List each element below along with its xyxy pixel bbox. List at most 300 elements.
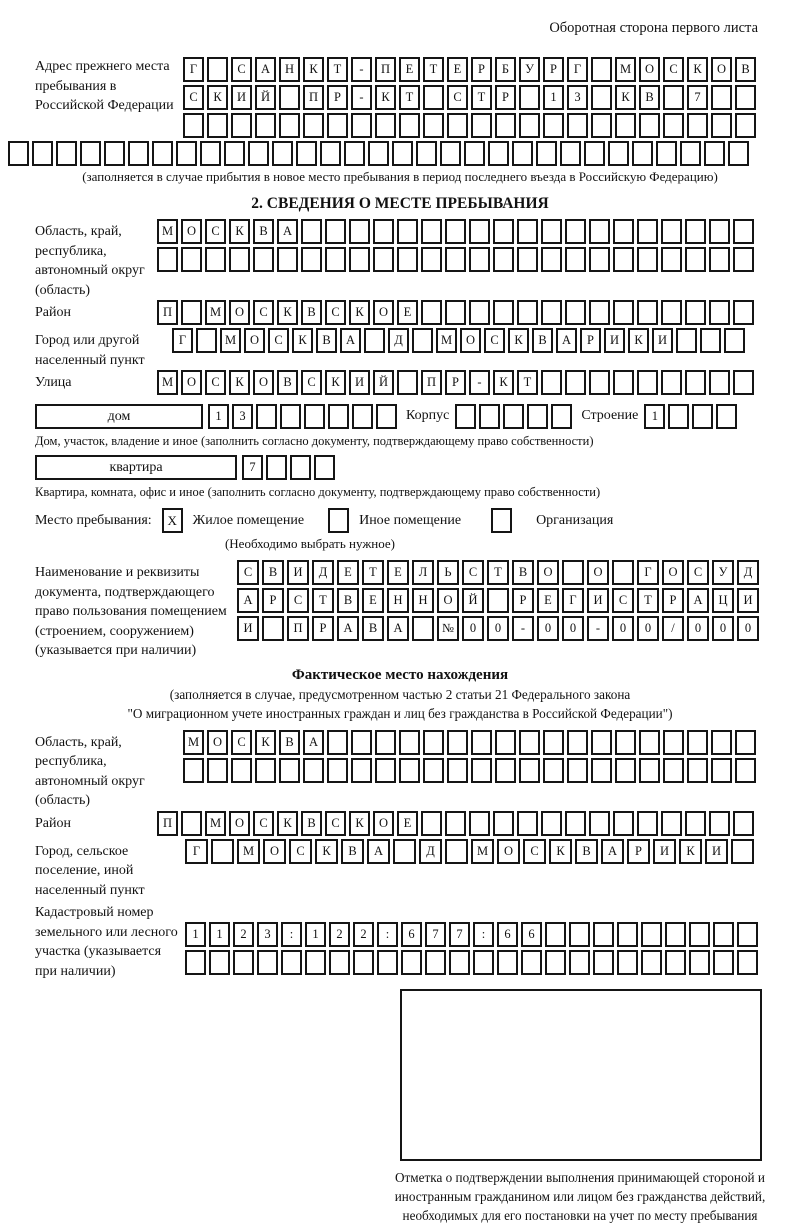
char-box[interactable]: П <box>375 57 396 82</box>
char-box[interactable] <box>716 404 737 429</box>
char-box[interactable]: Й <box>255 85 276 110</box>
char-box[interactable] <box>248 141 269 166</box>
char-box[interactable]: Н <box>387 588 409 613</box>
char-box[interactable]: В <box>316 328 337 353</box>
char-box[interactable] <box>517 247 538 272</box>
char-box[interactable]: В <box>341 839 364 864</box>
char-box[interactable] <box>733 219 754 244</box>
char-box[interactable] <box>320 141 341 166</box>
char-box[interactable]: О <box>587 560 609 585</box>
char-box[interactable] <box>713 950 734 975</box>
char-box[interactable] <box>637 811 658 836</box>
char-box[interactable] <box>735 730 756 755</box>
char-box[interactable] <box>728 141 749 166</box>
char-box[interactable]: 1 <box>543 85 564 110</box>
char-box[interactable]: Т <box>637 588 659 613</box>
char-box[interactable] <box>397 370 418 395</box>
char-box[interactable]: А <box>340 328 361 353</box>
char-box[interactable] <box>8 141 29 166</box>
char-box[interactable] <box>617 922 638 947</box>
char-box[interactable] <box>303 758 324 783</box>
char-box[interactable] <box>637 219 658 244</box>
char-box[interactable]: 6 <box>497 922 518 947</box>
char-box[interactable]: Е <box>387 560 409 585</box>
char-box[interactable] <box>351 730 372 755</box>
char-box[interactable] <box>445 839 468 864</box>
char-box[interactable] <box>663 758 684 783</box>
char-box[interactable]: 0 <box>462 616 484 641</box>
char-box[interactable] <box>536 141 557 166</box>
char-box[interactable]: В <box>512 560 534 585</box>
char-box[interactable] <box>591 730 612 755</box>
char-box[interactable] <box>668 404 689 429</box>
char-box[interactable] <box>519 730 540 755</box>
char-box[interactable]: С <box>301 370 322 395</box>
char-box[interactable]: Т <box>399 85 420 110</box>
char-box[interactable] <box>735 113 756 138</box>
char-box[interactable]: О <box>229 811 250 836</box>
char-box[interactable] <box>543 730 564 755</box>
char-box[interactable] <box>32 141 53 166</box>
char-box[interactable] <box>517 811 538 836</box>
char-box[interactable]: № <box>437 616 459 641</box>
char-box[interactable]: Е <box>537 588 559 613</box>
char-box[interactable]: А <box>556 328 577 353</box>
char-box[interactable]: 6 <box>521 922 542 947</box>
char-box[interactable] <box>565 300 586 325</box>
char-box[interactable] <box>541 247 562 272</box>
char-box[interactable] <box>541 370 562 395</box>
char-box[interactable]: С <box>205 370 226 395</box>
char-box[interactable] <box>543 113 564 138</box>
char-box[interactable]: О <box>373 300 394 325</box>
char-box[interactable]: Т <box>327 57 348 82</box>
char-box[interactable]: Т <box>312 588 334 613</box>
char-box[interactable] <box>375 113 396 138</box>
char-box[interactable]: К <box>303 57 324 82</box>
char-box[interactable]: М <box>615 57 636 82</box>
char-box[interactable] <box>423 113 444 138</box>
char-box[interactable]: О <box>537 560 559 585</box>
char-box[interactable] <box>376 404 397 429</box>
char-box[interactable] <box>328 404 349 429</box>
char-box[interactable] <box>349 219 370 244</box>
char-box[interactable] <box>665 922 686 947</box>
char-box[interactable] <box>397 219 418 244</box>
char-box[interactable]: Г <box>183 57 204 82</box>
char-box[interactable]: Р <box>471 57 492 82</box>
char-box[interactable]: Р <box>580 328 601 353</box>
char-box[interactable] <box>233 950 254 975</box>
char-box[interactable]: Д <box>737 560 759 585</box>
char-box[interactable]: Г <box>185 839 208 864</box>
char-box[interactable]: А <box>303 730 324 755</box>
char-box[interactable] <box>488 141 509 166</box>
char-box[interactable] <box>296 141 317 166</box>
char-box[interactable] <box>440 141 461 166</box>
char-box[interactable]: Г <box>172 328 193 353</box>
char-box[interactable]: М <box>471 839 494 864</box>
char-box[interactable] <box>613 811 634 836</box>
char-box[interactable] <box>377 950 398 975</box>
char-box[interactable]: А <box>277 219 298 244</box>
char-box[interactable] <box>327 758 348 783</box>
char-box[interactable] <box>209 950 230 975</box>
char-box[interactable]: О <box>263 839 286 864</box>
char-box[interactable]: О <box>229 300 250 325</box>
char-box[interactable] <box>737 922 758 947</box>
char-box[interactable]: К <box>292 328 313 353</box>
char-box[interactable]: К <box>508 328 529 353</box>
char-box[interactable]: С <box>289 839 312 864</box>
char-box[interactable] <box>663 85 684 110</box>
char-box[interactable]: 3 <box>232 404 253 429</box>
char-box[interactable]: 3 <box>567 85 588 110</box>
char-box[interactable] <box>567 113 588 138</box>
char-box[interactable] <box>211 839 234 864</box>
char-box[interactable] <box>685 370 706 395</box>
char-box[interactable] <box>303 113 324 138</box>
char-box[interactable]: О <box>639 57 660 82</box>
char-box[interactable] <box>373 219 394 244</box>
char-box[interactable]: К <box>375 85 396 110</box>
char-box[interactable] <box>397 247 418 272</box>
char-box[interactable] <box>266 455 287 480</box>
char-box[interactable] <box>615 758 636 783</box>
char-box[interactable]: К <box>349 811 370 836</box>
char-box[interactable]: А <box>687 588 709 613</box>
char-box[interactable] <box>737 950 758 975</box>
char-box[interactable]: О <box>460 328 481 353</box>
char-box[interactable]: К <box>229 219 250 244</box>
char-box[interactable]: Р <box>662 588 684 613</box>
char-box[interactable]: Д <box>312 560 334 585</box>
char-box[interactable] <box>545 950 566 975</box>
char-box[interactable] <box>617 950 638 975</box>
char-box[interactable] <box>608 141 629 166</box>
char-box[interactable] <box>692 404 713 429</box>
char-box[interactable] <box>519 113 540 138</box>
char-box[interactable] <box>665 950 686 975</box>
char-box[interactable] <box>196 328 217 353</box>
char-box[interactable] <box>495 758 516 783</box>
char-box[interactable]: Е <box>397 811 418 836</box>
char-box[interactable] <box>661 219 682 244</box>
char-box[interactable]: И <box>653 839 676 864</box>
char-box[interactable] <box>305 950 326 975</box>
char-box[interactable] <box>281 950 302 975</box>
char-box[interactable]: 0 <box>612 616 634 641</box>
char-box[interactable] <box>224 141 245 166</box>
char-box[interactable]: 0 <box>687 616 709 641</box>
char-box[interactable]: С <box>663 57 684 82</box>
char-box[interactable]: И <box>349 370 370 395</box>
char-box[interactable]: В <box>253 219 274 244</box>
char-box[interactable]: С <box>612 588 634 613</box>
char-box[interactable]: П <box>287 616 309 641</box>
char-box[interactable]: Б <box>495 57 516 82</box>
char-box[interactable] <box>421 300 442 325</box>
char-box[interactable] <box>279 758 300 783</box>
char-box[interactable] <box>207 113 228 138</box>
char-box[interactable] <box>641 922 662 947</box>
char-box[interactable]: М <box>157 219 178 244</box>
char-box[interactable] <box>471 758 492 783</box>
char-box[interactable]: 6 <box>401 922 422 947</box>
char-box[interactable]: : <box>473 922 494 947</box>
char-box[interactable]: К <box>255 730 276 755</box>
char-box[interactable] <box>713 922 734 947</box>
stay-type-checkbox-other[interactable] <box>328 508 349 533</box>
char-box[interactable] <box>589 811 610 836</box>
char-box[interactable]: Е <box>362 588 384 613</box>
char-box[interactable]: И <box>587 588 609 613</box>
char-box[interactable]: К <box>349 300 370 325</box>
char-box[interactable] <box>613 370 634 395</box>
char-box[interactable] <box>445 811 466 836</box>
char-box[interactable] <box>205 247 226 272</box>
char-box[interactable] <box>445 300 466 325</box>
char-box[interactable] <box>447 113 468 138</box>
char-box[interactable]: Г <box>567 57 588 82</box>
char-box[interactable] <box>471 113 492 138</box>
char-box[interactable] <box>181 811 202 836</box>
char-box[interactable]: В <box>575 839 598 864</box>
char-box[interactable] <box>519 758 540 783</box>
char-box[interactable] <box>639 113 660 138</box>
char-box[interactable] <box>469 247 490 272</box>
char-box[interactable]: Л <box>412 560 434 585</box>
char-box[interactable]: 0 <box>562 616 584 641</box>
char-box[interactable]: 2 <box>329 922 350 947</box>
char-box[interactable] <box>527 404 548 429</box>
char-box[interactable] <box>412 328 433 353</box>
char-box[interactable] <box>301 247 322 272</box>
char-box[interactable] <box>591 758 612 783</box>
char-box[interactable]: 7 <box>425 922 446 947</box>
char-box[interactable] <box>304 404 325 429</box>
char-box[interactable]: Е <box>447 57 468 82</box>
char-box[interactable] <box>351 758 372 783</box>
char-box[interactable] <box>479 404 500 429</box>
char-box[interactable]: Ь <box>437 560 459 585</box>
char-box[interactable]: И <box>604 328 625 353</box>
char-box[interactable]: Г <box>562 588 584 613</box>
char-box[interactable]: С <box>205 219 226 244</box>
char-box[interactable] <box>641 950 662 975</box>
char-box[interactable] <box>152 141 173 166</box>
char-box[interactable] <box>253 247 274 272</box>
char-box[interactable] <box>473 950 494 975</box>
char-box[interactable]: Е <box>399 57 420 82</box>
char-box[interactable] <box>256 404 277 429</box>
char-box[interactable] <box>685 247 706 272</box>
char-box[interactable] <box>709 247 730 272</box>
stay-type-checkbox-organization[interactable] <box>491 508 512 533</box>
char-box[interactable] <box>613 219 634 244</box>
char-box[interactable]: К <box>549 839 572 864</box>
char-box[interactable] <box>393 839 416 864</box>
char-box[interactable] <box>469 300 490 325</box>
char-box[interactable]: К <box>679 839 702 864</box>
char-box[interactable] <box>735 758 756 783</box>
char-box[interactable] <box>685 300 706 325</box>
char-box[interactable] <box>589 300 610 325</box>
char-box[interactable] <box>709 370 730 395</box>
char-box[interactable] <box>663 730 684 755</box>
char-box[interactable]: П <box>157 300 178 325</box>
char-box[interactable]: Р <box>543 57 564 82</box>
char-box[interactable] <box>447 758 468 783</box>
char-box[interactable] <box>680 141 701 166</box>
char-box[interactable] <box>612 560 634 585</box>
char-box[interactable] <box>589 247 610 272</box>
char-box[interactable] <box>731 839 754 864</box>
char-box[interactable] <box>591 85 612 110</box>
char-box[interactable] <box>519 85 540 110</box>
char-box[interactable]: С <box>287 588 309 613</box>
char-box[interactable] <box>401 950 422 975</box>
char-box[interactable]: 0 <box>712 616 734 641</box>
char-box[interactable] <box>613 300 634 325</box>
char-box[interactable] <box>615 113 636 138</box>
char-box[interactable] <box>327 113 348 138</box>
char-box[interactable] <box>591 113 612 138</box>
char-box[interactable]: В <box>277 370 298 395</box>
char-box[interactable] <box>689 950 710 975</box>
char-box[interactable]: - <box>351 57 372 82</box>
char-box[interactable] <box>257 950 278 975</box>
char-box[interactable] <box>493 219 514 244</box>
char-box[interactable] <box>512 141 533 166</box>
char-box[interactable]: 1 <box>208 404 229 429</box>
char-box[interactable]: - <box>351 85 372 110</box>
char-box[interactable]: Г <box>637 560 659 585</box>
char-box[interactable] <box>351 113 372 138</box>
char-box[interactable]: Т <box>471 85 492 110</box>
char-box[interactable] <box>455 404 476 429</box>
char-box[interactable]: Р <box>327 85 348 110</box>
char-box[interactable]: А <box>367 839 390 864</box>
char-box[interactable]: 0 <box>637 616 659 641</box>
char-box[interactable] <box>565 370 586 395</box>
char-box[interactable] <box>353 950 374 975</box>
char-box[interactable] <box>181 300 202 325</box>
char-box[interactable] <box>325 219 346 244</box>
char-box[interactable] <box>613 247 634 272</box>
char-box[interactable]: П <box>303 85 324 110</box>
char-box[interactable] <box>495 730 516 755</box>
char-box[interactable] <box>733 811 754 836</box>
char-box[interactable] <box>565 811 586 836</box>
char-box[interactable] <box>279 85 300 110</box>
char-box[interactable]: М <box>220 328 241 353</box>
char-box[interactable] <box>368 141 389 166</box>
char-box[interactable] <box>272 141 293 166</box>
char-box[interactable]: А <box>237 588 259 613</box>
char-box[interactable]: А <box>255 57 276 82</box>
char-box[interactable] <box>207 57 228 82</box>
char-box[interactable]: К <box>628 328 649 353</box>
char-box[interactable] <box>493 811 514 836</box>
char-box[interactable] <box>157 247 178 272</box>
char-box[interactable]: 0 <box>487 616 509 641</box>
char-box[interactable]: 7 <box>449 922 470 947</box>
char-box[interactable]: 1 <box>185 922 206 947</box>
char-box[interactable] <box>373 247 394 272</box>
char-box[interactable]: В <box>362 616 384 641</box>
char-box[interactable] <box>392 141 413 166</box>
char-box[interactable] <box>229 247 250 272</box>
char-box[interactable] <box>541 811 562 836</box>
char-box[interactable] <box>183 113 204 138</box>
char-box[interactable] <box>421 811 442 836</box>
char-box[interactable] <box>589 370 610 395</box>
char-box[interactable] <box>262 616 284 641</box>
char-box[interactable] <box>663 113 684 138</box>
char-box[interactable]: - <box>512 616 534 641</box>
char-box[interactable] <box>469 811 490 836</box>
char-box[interactable]: У <box>712 560 734 585</box>
char-box[interactable] <box>255 113 276 138</box>
char-box[interactable]: Т <box>423 57 444 82</box>
char-box[interactable]: Й <box>462 588 484 613</box>
char-box[interactable]: И <box>231 85 252 110</box>
char-box[interactable]: Н <box>279 57 300 82</box>
char-box[interactable] <box>724 328 745 353</box>
char-box[interactable] <box>423 758 444 783</box>
char-box[interactable] <box>255 758 276 783</box>
char-box[interactable] <box>495 113 516 138</box>
char-box[interactable] <box>735 85 756 110</box>
char-box[interactable] <box>517 300 538 325</box>
char-box[interactable]: И <box>705 839 728 864</box>
char-box[interactable]: К <box>207 85 228 110</box>
char-box[interactable]: Р <box>445 370 466 395</box>
char-box[interactable] <box>344 141 365 166</box>
char-box[interactable] <box>231 113 252 138</box>
char-box[interactable] <box>541 219 562 244</box>
char-box[interactable] <box>375 758 396 783</box>
char-box[interactable]: 2 <box>233 922 254 947</box>
char-box[interactable] <box>497 950 518 975</box>
char-box[interactable] <box>425 950 446 975</box>
char-box[interactable]: С <box>237 560 259 585</box>
char-box[interactable] <box>639 758 660 783</box>
char-box[interactable] <box>329 950 350 975</box>
char-box[interactable] <box>277 247 298 272</box>
char-box[interactable] <box>685 811 706 836</box>
char-box[interactable] <box>676 328 697 353</box>
char-box[interactable]: - <box>469 370 490 395</box>
char-box[interactable] <box>733 247 754 272</box>
char-box[interactable]: П <box>157 811 178 836</box>
char-box[interactable] <box>183 758 204 783</box>
char-box[interactable]: К <box>615 85 636 110</box>
char-box[interactable]: С <box>687 560 709 585</box>
char-box[interactable]: В <box>279 730 300 755</box>
char-box[interactable]: С <box>484 328 505 353</box>
char-box[interactable]: Р <box>262 588 284 613</box>
char-box[interactable]: В <box>735 57 756 82</box>
char-box[interactable]: С <box>447 85 468 110</box>
char-box[interactable] <box>421 219 442 244</box>
char-box[interactable] <box>591 57 612 82</box>
char-box[interactable]: Т <box>487 560 509 585</box>
char-box[interactable] <box>416 141 437 166</box>
char-box[interactable] <box>656 141 677 166</box>
char-box[interactable]: А <box>387 616 409 641</box>
